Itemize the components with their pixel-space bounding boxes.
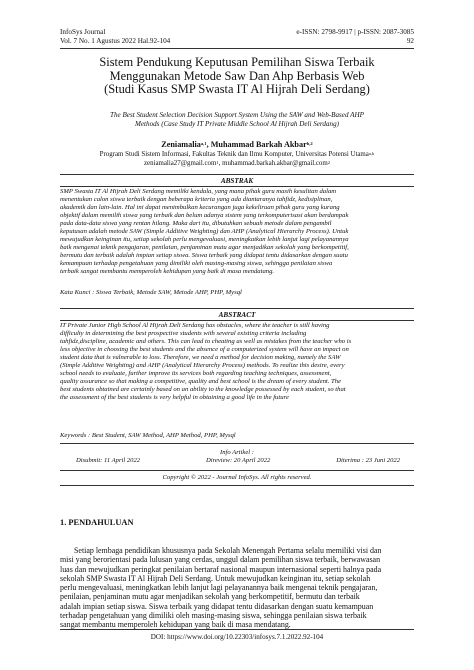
accepted-date: Diterima : 23 Juni 2022 [336,457,400,464]
footer-divider [60,629,414,630]
abstract-line: school needs to evaluate, further improve its services both regarding teaching techniques, assessment, [60,370,332,378]
paper-title [40,56,434,97]
abstrak-line: objektif dalam memilih siswa yang terbaik dan belum adanya sistem yang terkomputerisasi akan berdampak [60,212,349,220]
running-header-right [296,28,414,46]
paragraph-line: sangat membantu memperoleh kehidupan yang baik di masa mendatang. [60,620,291,629]
affiliation-text: Program Studi Sistem Informasi, Fakultas Teknik dan Ilmu Komputer, Universitas Potensi Utama [99,151,369,158]
abstrak-line: bermutu dan terbaik adalah impian setiap siswa. Siswa terbaik yang didapat tentu didasarkan dengan suatu [60,252,348,260]
title-line: (Studi Kasus SMP Swasta IT Al Hijrah Deli Serdang) [104,82,370,97]
affiliation [40,151,434,160]
abstract-line: best students obtained are certainly based on an ability to the knowledge possessed by each student, so that [60,386,346,394]
article-dates [60,457,414,465]
abstract-line: IT Private Junior High School Al Hijrah Deli Serdang has obstacles, where the teacher is still having [60,322,330,329]
reviewed-date: Direview: 20 April 2022 [206,457,271,464]
abstrak-line: keputusan adalah metode SAW (Simple Additive Weighting) dan AHP (Analytical Hierarchy Process). Untuk [60,228,349,236]
abstract-line: (Simple Additive Weighting) and AHP (Analytical Hierarchy Process) methods. To realize this desire, every [60,362,345,370]
paragraph-line: perlu mengevaluasi, meningkatkan lebih lanjut lagi pelayanannya baik mengenai teknik pengajaran, [60,583,378,592]
paragraph-line: sekolah SMP Swasta IT Al Hijrah Deli Serdang. Untuk mewujudkan keinginan itu, setiap sekolah [60,573,371,583]
header-divider [60,48,414,49]
article-info [60,449,414,465]
paragraph-line: adalah impian setiap siswa. Siswa terbaik yang didapat tentu didasarkan dengan suatu kemampuan [60,601,374,611]
author-list [40,140,434,150]
abstract-head-rule [60,320,414,321]
author-emails [40,160,434,169]
author-name: Muhammad Barkah Akbar [210,140,307,149]
abstract-line: tahfidz,discipline, academic and others. This can lead to cheating as well as mistakes from the teacher who is [60,338,352,346]
subtitle-line: The Best Student Selection Decision Support System Using the SAW and Web-Based AHP [110,111,364,119]
english-title [60,111,414,129]
author-sup: a,1 [200,141,207,146]
introduction-paragraph [60,546,414,629]
copyright-bottom-rule [60,485,414,486]
article-info-label: Info Artikel : [220,449,254,456]
email-sup: 1 [216,159,219,165]
abstrak-line: mewujudkan keinginan itu, setiap sekolah perlu mengevaluasi, meningkatkan lebih lanjut lagi pelayanannya [60,236,349,244]
keywords-bottom-rule [60,443,414,444]
paragraph-line: terhadap pengetahuan yang dimiliki oleh masing-masing siswa, sehingga penilaian siswa terbaik [60,610,367,620]
abstrak-line: baik mengenai teknik pengajaran, penilaian, penjaminan mutu agar menjadikan sekolah yang berkompetitif, [60,244,349,252]
copyright-notice: Copyright © 2022 - Journal InfoSys. All rights reserved. [162,474,312,481]
journal-volume: Vol. 7 No. 1 Agustus 2022 Hal.92-104 [60,37,171,45]
page-number: 92 [406,37,414,45]
subtitle-line: Methods (Case Study IT Private Middle School Al Hijrah Deli Serdang) [135,120,339,129]
abstract-line: less objective in choosing the best students and the absence of a computerized system will have an impact on [60,346,349,354]
title-line: Sistem Pendukung Keputusan Pemilihan Siswa Terbaik [99,55,375,69]
author-sup: b,2 [306,141,313,146]
section-heading: 1. PENDAHULUAN [60,518,134,527]
abstract-line: student data that is vulnerable to loss. Therefore, we need a method for decision making, namely the SAW [60,354,341,362]
abstrak-head-rule [60,186,414,187]
abstract-body [60,322,414,402]
abstract-line: the assessment of the best students is very helpful in obtaining a good life in the future [60,394,289,402]
affiliation-block [40,151,434,168]
abstrak-keywords: Kata Kunci : Siswa Terbaik, Metode SAW, Metode AHP, PHP, Mysql [60,289,242,296]
author-name: Zeniamalia [161,140,201,149]
journal-name: InfoSys Journal [60,28,106,36]
title-line: Menggunakan Metode Saw Dan Ahp Berbasis Web [109,68,365,83]
journal-issn: e-ISSN: 2798-9917 | p-ISSN: 2087-3085 [296,28,414,36]
paragraph-line: misi yang berorientasi pada lulusan yang cerdas, unggul dalam pemilihan siswa terbaik, berwawasan [60,555,381,565]
doi-link[interactable]: DOI: https://www.doi.org/10.22303/infosys.7.1.2022.92-104 [150,633,324,641]
abstrak-line: terbaik sangat membantu memperoleh kehidupan yang baik di masa mendatang. [60,268,275,276]
paragraph-line: Setiap lembaga pendidikan khususnya pada Sekolah Menengah Pertama selalu memiliki visi dan [74,546,382,555]
author-separator: , [206,140,211,149]
abstract-line: difficulty in determining the best prospective students with several existing criteria including [60,330,307,338]
paragraph-line: luas dan mewujudkan peringkat penilaian bertaraf nasional maupun internasional seperti halnya pada [60,564,382,574]
affiliation-sup: a,b [368,151,375,156]
abstract-heading: ABSTRACT [218,311,256,319]
abstrak-line: SMP Swasta IT Al Hijrah Deli Serdang memiliki kendala, yang mana pihak guru masih kesulitan dalam [60,188,337,195]
abstrak-line: kemampuan terhadap pengetahuan yang dimiliki oleh masing-masing siswa, sehingga penilaian siswa [60,260,333,268]
abstrak-body [60,188,414,277]
abstract-keywords: Keywords : Best Student, SAW Method, AHP Method, PHP, Mysql [60,432,236,439]
email-separator: , [218,159,223,167]
abstrak-top-rule [60,174,414,175]
abstrak-line: pada data-data siswa yang rentan hilang. Maka dari itu, dibutuhkan sebuah metode dalam pengambil [60,220,332,228]
email-sup: 2 [327,159,331,165]
abstract-top-rule [60,308,414,309]
running-header-left [60,28,170,46]
info-bottom-rule [60,470,414,471]
submitted-date: Disubmit: 11 April 2022 [76,457,141,464]
author-email: muhammad.barkah.akbar@gmail.com [222,159,328,167]
abstrak-line: akademik dan lain-lain. Hal ini dapat menimbulkan kecurangan juga kekeliruan pihak guru yang kurang [60,204,340,212]
paragraph-line: penilaian, penjaminan mutu agar menjadikan sekolah yang berkompetitif, bermutu dan terbaik [60,592,360,602]
abstrak-heading: ABSTRAK [220,177,254,185]
abstract-line: quality assurance so that making a competitive, quality and best school is the dream of every student. The [60,378,342,386]
abstrak-line: menentukan calon siswa terbaik dengan beberapa kriteria yang ada diantaranya tahfidz, kedisiplinan, [60,196,333,204]
author-email: zeniamalia27@gmail.com [143,159,217,167]
